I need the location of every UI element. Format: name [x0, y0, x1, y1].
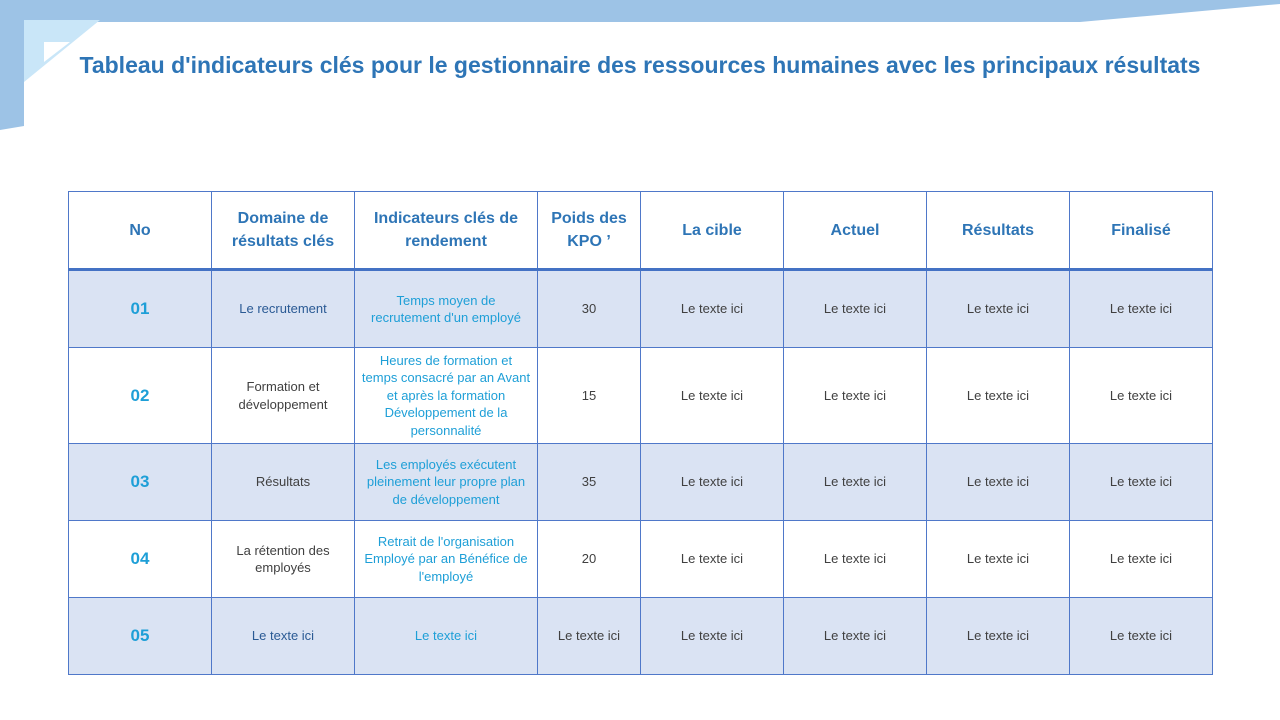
cell-cible: Le texte ici: [641, 598, 784, 675]
cell-poids: 15: [538, 348, 641, 444]
cell-finalise: Le texte ici: [1070, 521, 1213, 598]
cell-poids: Le texte ici: [538, 598, 641, 675]
header-finalise: Finalisé: [1070, 192, 1213, 270]
cell-resultats: Le texte ici: [927, 348, 1070, 444]
top-decorative-band: [0, 0, 1280, 22]
cell-domaine: Formation et développement: [212, 348, 355, 444]
cell-no: 03: [69, 444, 212, 521]
header-cible: La cible: [641, 192, 784, 270]
cell-cible: Le texte ici: [641, 270, 784, 348]
cell-poids: 20: [538, 521, 641, 598]
cell-resultats: Le texte ici: [927, 444, 1070, 521]
cell-indicateur: Retrait de l'organisation Employé par an Bénéfice de l'employé: [355, 521, 538, 598]
header-no: No: [69, 192, 212, 270]
cell-actuel: Le texte ici: [784, 521, 927, 598]
cell-domaine: Le recrutement: [212, 270, 355, 348]
table-row: [69, 598, 1213, 675]
cell-domaine: Résultats: [212, 444, 355, 521]
cell-no: 04: [69, 521, 212, 598]
cell-actuel: Le texte ici: [784, 270, 927, 348]
cell-cible: Le texte ici: [641, 444, 784, 521]
cell-actuel: Le texte ici: [784, 348, 927, 444]
cell-resultats: Le texte ici: [927, 521, 1070, 598]
header-resultats: Résultats: [927, 192, 1070, 270]
cell-no: 01: [69, 270, 212, 348]
table-header-row: [69, 192, 1213, 270]
cell-finalise: Le texte ici: [1070, 444, 1213, 521]
cell-finalise: Le texte ici: [1070, 598, 1213, 675]
cell-indicateur: Heures de formation et temps consacré par an Avant et après la formation Développement de la personnalité: [355, 348, 538, 444]
cell-domaine: La rétention des employés: [212, 521, 355, 598]
cell-domaine: Le texte ici: [212, 598, 355, 675]
header-poids: Poids des KPO ’: [538, 192, 641, 270]
cell-no: 05: [69, 598, 212, 675]
cell-poids: 35: [538, 444, 641, 521]
cell-poids: 30: [538, 270, 641, 348]
table-row: [69, 521, 1213, 598]
cell-finalise: Le texte ici: [1070, 270, 1213, 348]
header-domaine: Domaine de résultats clés: [212, 192, 355, 270]
table-row: [69, 270, 1213, 348]
table-row: [69, 348, 1213, 444]
cell-indicateur: Temps moyen de recrutement d'un employé: [355, 270, 538, 348]
cell-cible: Le texte ici: [641, 348, 784, 444]
cell-no: 02: [69, 348, 212, 444]
page-title: Tableau d'indicateurs clés pour le gestionnaire des ressources humaines avec les principaux résultats: [79, 52, 1201, 78]
cell-indicateur: Les employés exécutent pleinement leur propre plan de développement: [355, 444, 538, 521]
kpi-table: [68, 191, 1213, 675]
header-actuel: Actuel: [784, 192, 927, 270]
cell-finalise: Le texte ici: [1070, 348, 1213, 444]
cell-indicateur: Le texte ici: [355, 598, 538, 675]
cell-resultats: Le texte ici: [927, 270, 1070, 348]
cell-resultats: Le texte ici: [927, 598, 1070, 675]
cell-actuel: Le texte ici: [784, 598, 927, 675]
header-indicateurs: Indicateurs clés de rendement: [355, 192, 538, 270]
cell-cible: Le texte ici: [641, 521, 784, 598]
cell-actuel: Le texte ici: [784, 444, 927, 521]
table-row: [69, 444, 1213, 521]
